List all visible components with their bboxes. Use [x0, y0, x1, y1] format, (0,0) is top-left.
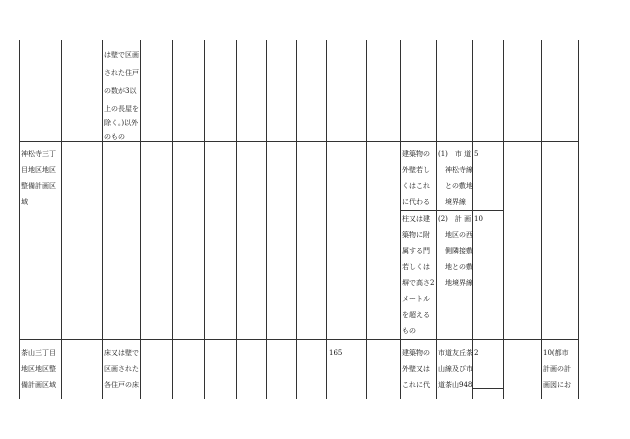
cell-text: くはこれ [402, 182, 430, 190]
cell-text: 地区の西 [438, 231, 473, 239]
cell-text: 10(都市 [543, 349, 569, 357]
cell-text: 神松寺三丁 [21, 150, 56, 158]
grid-line [366, 40, 367, 399]
cell-text: 目地区地区 [21, 166, 56, 174]
cell-text: 築物に附 [402, 231, 430, 239]
cell-text: 道茶山948 [438, 381, 473, 389]
grid-line [19, 141, 579, 142]
grid-line [19, 40, 20, 399]
cell-text: 165 [329, 349, 343, 357]
grid-line [578, 40, 579, 399]
cell-text: 備計画区域 [21, 381, 56, 389]
cell-text: 茶山三丁目 [21, 349, 56, 357]
grid-line [204, 40, 205, 399]
cell-text: 地境界線 [438, 279, 473, 287]
cell-text: 外壁若し [402, 166, 430, 174]
cell-text: 側隣接敷 [438, 247, 473, 255]
cell-text: のもの [104, 133, 125, 141]
cell-text: 整備計画区 [21, 182, 56, 190]
grid-line [541, 40, 542, 399]
cell-text: 建築物の [402, 150, 430, 158]
cell-text: 外壁又は [402, 365, 430, 373]
cell-text: 5 [474, 150, 479, 158]
grid-line [400, 40, 401, 399]
grid-line [19, 339, 579, 340]
cell-text: 計画の計 [543, 365, 571, 373]
cell-text: に代わる [402, 198, 430, 206]
cell-text: との敷地 [438, 182, 473, 190]
cell-text: 属する門 [402, 247, 430, 255]
cell-text: 地との敷 [438, 263, 473, 271]
grid-line [436, 40, 437, 399]
cell-text: 市道友丘茶 [438, 349, 473, 357]
grid-line [472, 40, 473, 399]
cell-text: 神松寺線 [438, 166, 473, 174]
cell-text: メートル [402, 295, 430, 303]
grid-line [172, 40, 173, 399]
grid-line [236, 40, 237, 399]
cell-text: 床又は壁で [104, 349, 139, 357]
cell-text: (2) 計 画 [438, 215, 472, 223]
cell-text: 各住戸の床 [104, 381, 139, 389]
cell-text: は壁で区画 [104, 51, 139, 59]
cell-text: 地区地区整 [21, 365, 56, 373]
cell-text: された住戸 [104, 69, 139, 77]
cell-text: を超える [402, 311, 430, 319]
grid-line [400, 210, 503, 211]
cell-text: 2 [474, 349, 479, 357]
cell-text: 域 [21, 198, 28, 206]
cell-text: 塀で高さ2 [402, 279, 435, 287]
cell-text: 境界線 [438, 198, 466, 206]
cell-text: これに代 [402, 381, 430, 389]
grid-line [140, 40, 141, 399]
cell-text: 若しくは [402, 263, 430, 271]
grid-line [503, 40, 504, 399]
cell-text: 区画された [104, 365, 139, 373]
cell-text: 山線及び市 [438, 365, 473, 373]
grid-line [102, 40, 103, 399]
cell-text: 柱又は建 [402, 215, 430, 223]
cell-text: の数が3以 [104, 87, 137, 95]
grid-line [472, 388, 503, 389]
grid-line [61, 40, 62, 399]
cell-text: 上の長屋を [104, 105, 139, 113]
cell-text: (1) 市 道 [438, 150, 472, 158]
cell-text: 画図にお [543, 381, 571, 389]
cell-text: もの [402, 327, 416, 335]
grid-line [296, 40, 297, 399]
grid-line [326, 40, 327, 399]
cell-text: 10 [474, 215, 483, 223]
grid-line [266, 40, 267, 399]
cell-text: 除く。)以外 [104, 119, 139, 127]
cell-text: 建築物の [402, 349, 430, 357]
